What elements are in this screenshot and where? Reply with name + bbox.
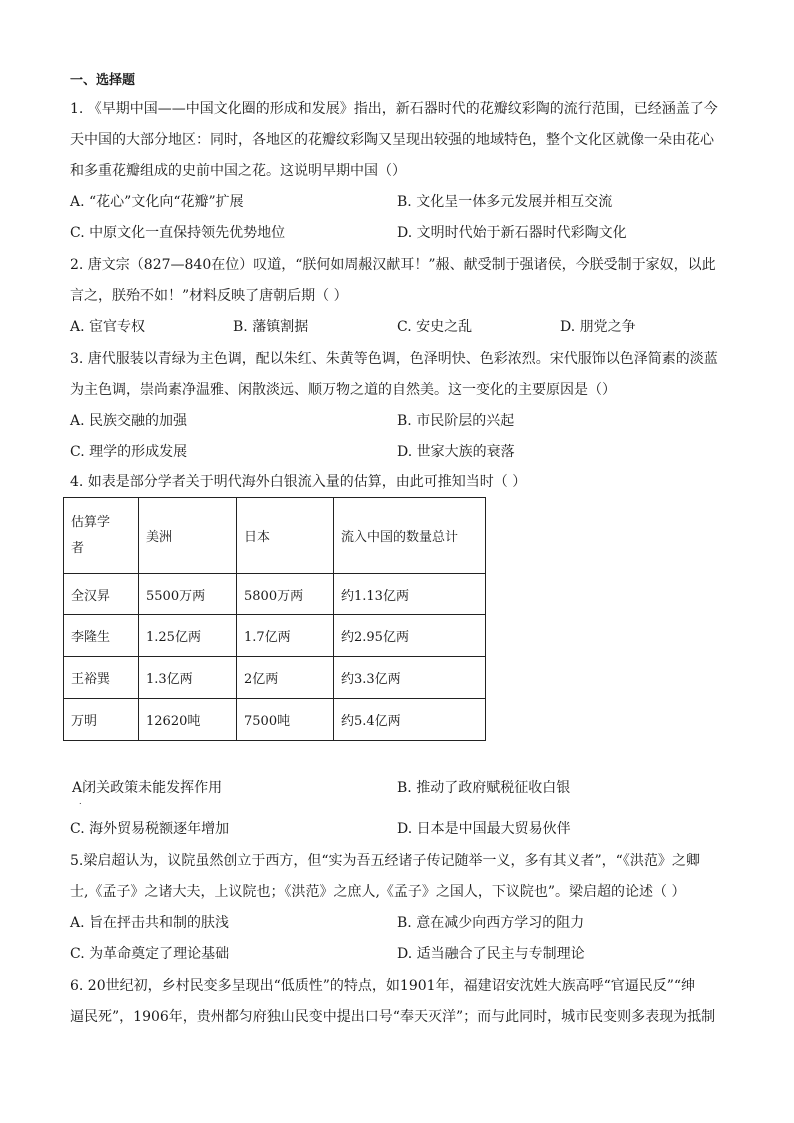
q5-line-2: 士,《孟子》之诸大夫，上议院也；《洪范》之庶人,《孟子》之国人，下议院也”。梁启超的论述（ ） <box>70 884 686 900</box>
q2-option-b[interactable]: B. 藩镇割据 <box>233 319 309 335</box>
q1-line-3: 和多重花瓣组成的史前中国之花。这说明早期中国（） <box>70 163 406 179</box>
q4-option-c[interactable]: C. 海外贸易税额逐年增加 <box>70 821 230 837</box>
table-cell: 约1.13亿两 <box>334 574 486 615</box>
table-header-japan: 日本 <box>237 498 334 574</box>
q3-option-a[interactable]: A. 民族交融的加强 <box>70 413 188 429</box>
table-header-americas: 美洲 <box>139 498 237 574</box>
table-cell: 2亿两 <box>237 657 334 699</box>
q3-line-2: 为主色调，崇尚素净温雅、闲散淡远、顺万物之道的自然美。这一变化的主要原因是（） <box>70 382 616 398</box>
q4-option-b[interactable]: B. 推动了政府赋税征收白银 <box>397 780 571 796</box>
q3-option-c[interactable]: C. 理学的形成发展 <box>70 444 188 460</box>
q1-option-c[interactable]: C. 中原文化一直保持领先优势地位 <box>70 225 286 241</box>
q4-option-a[interactable]: A闭关政策未能发挥作用 <box>72 780 223 796</box>
q5-option-b[interactable]: B. 意在减少向西方学习的阻力 <box>397 915 585 931</box>
q3-option-b[interactable]: B. 市民阶层的兴起 <box>397 413 515 429</box>
q3-option-d[interactable]: D. 世家大族的衰落 <box>397 444 515 460</box>
q1-option-d[interactable]: D. 文明时代始于新石器时代彩陶文化 <box>397 225 627 241</box>
table-cell: 约5.4亿两 <box>334 699 486 741</box>
table-header-scholar: 估算学 者 <box>64 498 139 574</box>
q5-option-a[interactable]: A. 旨在抨击共和制的肤浅 <box>70 915 230 931</box>
table-cell: 12620吨 <box>139 699 237 741</box>
q2-line-2: 言之，朕殆不如！”材料反映了唐朝后期（ ） <box>70 288 348 304</box>
table-cell: 5500万两 <box>139 574 237 615</box>
q5-option-d[interactable]: D. 适当融合了民主与专制理论 <box>397 946 585 962</box>
q2-option-d[interactable]: D. 朋党之争 <box>560 319 636 335</box>
table-row <box>64 657 486 699</box>
table-cell: 约2.95亿两 <box>334 615 486 657</box>
q4-option-d[interactable]: D. 日本是中国最大贸易伙伴 <box>397 821 571 837</box>
section-title: 一、选择题 <box>70 73 136 88</box>
table-cell: 李隆生 <box>64 615 139 657</box>
table-cell: 1.3亿两 <box>139 657 237 699</box>
q1-option-a[interactable]: A. “花心”文化向“花瓣”扩展 <box>70 194 244 210</box>
q2-option-a[interactable]: A. 宦官专权 <box>70 319 146 335</box>
table-cell: 7500吨 <box>237 699 334 741</box>
q2-option-c[interactable]: C. 安史之乱 <box>397 319 473 335</box>
table-row <box>64 699 486 741</box>
table-cell: 1.25亿两 <box>139 615 237 657</box>
q5-line-1: 5.梁启超认为，议院虽然创立于西方，但“实为吾五经诸子传记随举一义，多有其义者”，“《洪范》之卿 <box>70 853 700 869</box>
q6-line-2: 逼民死”，1906年，贵州都匀府独山民变中提出口号“奉天灭洋”；而与此同时，城市民变则多表现为抵制 <box>70 1009 716 1025</box>
q2-line-1: 2. 唐文宗（827—840在位）叹道，“朕何如周赧汉献耳！”赧、献受制于强诸侯，今朕受制于家奴，以此 <box>70 257 716 273</box>
q3-line-1: 3. 唐代服装以青绿为主色调，配以朱红、朱黄等色调，色泽明快、色彩浓烈。宋代服饰以色泽简素的淡蓝 <box>70 351 718 367</box>
table-row <box>64 574 486 615</box>
q1-line-1: 1. 《早期中国——中国文化圈的形成和发展》指出，新石器时代的花瓣纹彩陶的流行范围，已经涵盖了今 <box>70 101 718 117</box>
q4-stem: 4. 如表是部分学者关于明代海外白银流入量的估算，由此可推知当时（ ） <box>70 474 527 490</box>
table-cell: 万明 <box>64 699 139 741</box>
table-cell: 5800万两 <box>237 574 334 615</box>
q1-option-b[interactable]: B. 文化呈一体多元发展并相互交流 <box>397 194 613 210</box>
q1-line-2: 天中国的大部分地区：同时，各地区的花瓣纹彩陶又呈现出较强的地域特色，整个文化区就像一朵由花心 <box>70 132 714 148</box>
stray-mark: . <box>79 797 82 806</box>
q6-line-1: 6. 20世纪初，乡村民变多呈现出“低质性”的特点，如1901年，福建诏安沈姓大族高呼“官逼民反”“绅 <box>70 978 696 994</box>
table-header-row <box>64 498 486 574</box>
table-cell: 王裕巽 <box>64 657 139 699</box>
table-cell: 约3.3亿两 <box>334 657 486 699</box>
table-cell: 1.7亿两 <box>237 615 334 657</box>
table-cell: 全汉昇 <box>64 574 139 615</box>
silver-estimate-table <box>63 497 486 741</box>
table-header-total: 流入中国的数量总计 <box>334 498 486 574</box>
q5-option-c[interactable]: C. 为革命奠定了理论基础 <box>70 946 230 962</box>
table-row <box>64 615 486 657</box>
